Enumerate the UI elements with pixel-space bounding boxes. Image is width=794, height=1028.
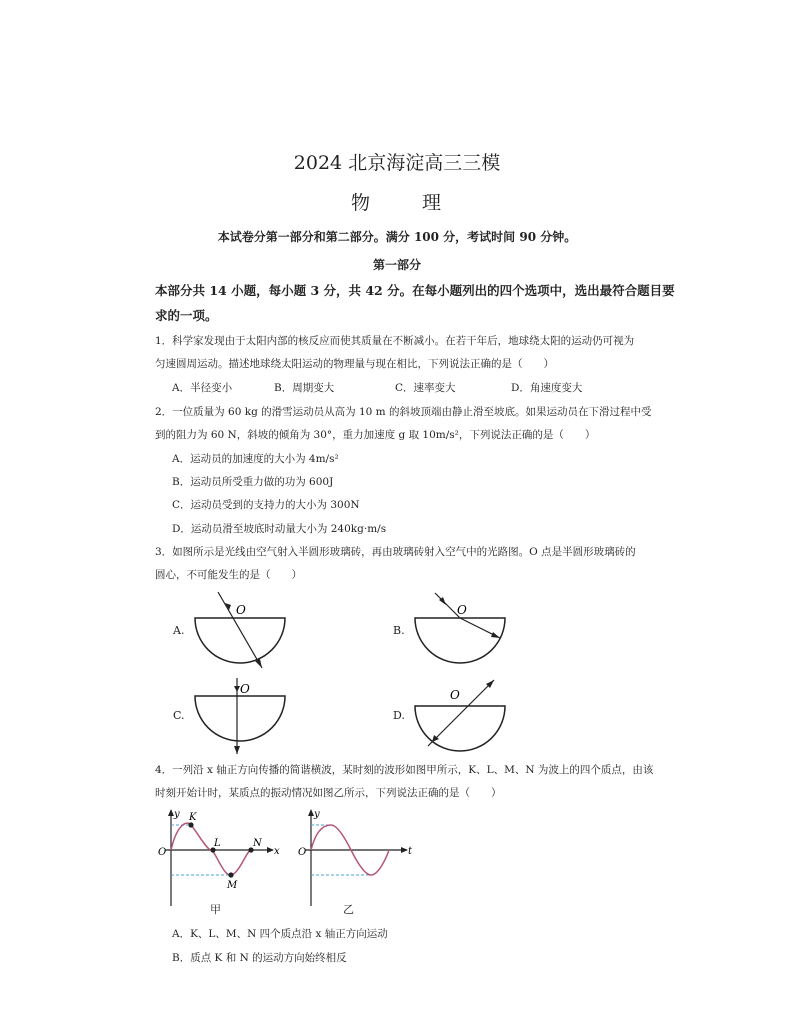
q4-point-m: M	[227, 880, 238, 891]
q4-option-a: A．K、L、M、N 四个质点沿 x 轴正方向运动	[172, 928, 388, 940]
q3-fig-label-c: C.	[173, 709, 185, 722]
q1-stem-line-1: 1．科学家发现由于太阳内部的核反应而使其质量在不断减小。在若干年后，地球绕太阳的运动仍可视为	[155, 335, 635, 347]
q1-option-a: A．半径变小	[172, 382, 233, 394]
q4-yi-y-label: y	[314, 809, 320, 820]
q4-option-b: B．质点 K 和 N 的运动方向始终相反	[172, 952, 347, 964]
q4-yi-t-label: t	[408, 846, 413, 857]
q4-graph-jia	[155, 806, 285, 916]
q1-option-d: D．角速度变大	[511, 382, 583, 394]
q4-caption-jia: 甲	[210, 903, 221, 916]
q3-diagram-c	[190, 676, 290, 758]
q3-diagram-a	[190, 588, 290, 670]
q3-stem-line-2: 圆心，不可能发生的是（ ）	[155, 569, 302, 581]
q4-caption-yi: 乙	[343, 903, 354, 916]
q3-diagram-d	[410, 676, 510, 758]
q2-option-a: A．运动员的加速度的大小为 4m/s²	[172, 453, 339, 465]
q4-stem-line-1: 4．一列沿 x 轴正方向传播的简谐横波，某时刻的波形如图甲所示，K、L、M、N 为波上的四个质点，由该	[155, 764, 654, 776]
q4-point-n: N	[253, 838, 262, 849]
q4-stem-line-2: 时刻开始计时，某质点的振动情况如图乙所示，下列说法正确的是（ ）	[155, 787, 502, 799]
subject-title	[0, 188, 794, 215]
q1-stem-line-2: 匀速圆周运动。描述地球绕太阳运动的物理量与现在相比，下列说法正确的是（ ）	[155, 358, 554, 370]
q3-d-center-label: O	[450, 688, 460, 702]
instructions-line-2: 求的一项。	[155, 308, 218, 323]
instructions-line-1: 本部分共 14 小题，每小题 3 分，共 42 分。在每小题列出的四个选项中，选出最符合题目要	[155, 283, 675, 298]
q3-diagram-b	[410, 588, 510, 670]
q4-yi-origin-label: O	[298, 847, 307, 858]
q4-jia-x-label: x	[274, 846, 280, 857]
subject-char-2: 理	[422, 192, 444, 214]
q3-fig-label-b: B.	[393, 624, 405, 637]
q4-jia-y-label: y	[174, 809, 180, 820]
q3-fig-label-a: A.	[173, 624, 185, 637]
q2-stem-line-2: 到的阻力为 60 N，斜坡的倾角为 30°，重力加速度 g 取 10m/s²，下列说法正确的是（ ）	[155, 429, 596, 441]
q1-option-c: C．速率变大	[395, 382, 456, 394]
q2-option-c: C．运动员受到的支持力的大小为 300N	[172, 499, 360, 511]
part-title: 第一部分	[372, 258, 421, 272]
q2-stem-line-1: 2．一位质量为 60 kg 的滑雪运动员从高为 10 m 的斜坡顶端由静止滑至坡底。如果运动员在下滑过程中受	[155, 406, 652, 418]
subject-char-1: 物	[350, 192, 372, 214]
q1-option-b: B．周期变大	[274, 382, 335, 394]
q3-a-center-label: O	[236, 603, 246, 617]
q3-stem-line-1: 3．如图所示是光线由空气射入半圆形玻璃砖，再由玻璃砖射入空气中的光路图。O 点是半圆形玻璃砖的	[155, 546, 636, 558]
q2-option-d: D．运动员滑至坡底时动量大小为 240kg·m/s	[172, 523, 387, 535]
exam-notice: 本试卷分第一部分和第二部分。满分 100 分，考试时间 90 分钟。	[217, 230, 577, 244]
q4-graph-yi	[295, 806, 420, 916]
exam-title: 2024 北京海淀高三三模	[293, 152, 501, 174]
q4-jia-origin-label: O	[158, 847, 167, 858]
q3-c-center-label: O	[240, 682, 250, 696]
q3-fig-label-d: D.	[393, 709, 405, 722]
q4-point-l: L	[214, 838, 221, 849]
q3-b-center-label: O	[457, 603, 467, 617]
q2-option-b: B．运动员所受重力做的功为 600J	[172, 476, 334, 488]
q4-point-k: K	[189, 812, 197, 823]
